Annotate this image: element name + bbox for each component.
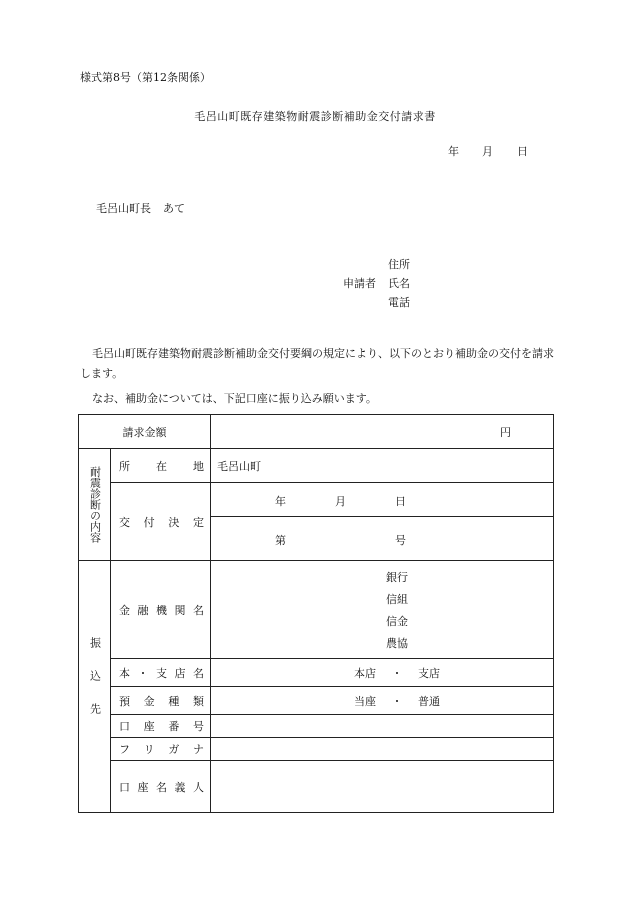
decision-date-field[interactable] bbox=[211, 483, 554, 517]
decision-label bbox=[111, 514, 210, 530]
applicant-address-label: 住所 bbox=[388, 258, 410, 271]
label-char: 定 bbox=[192, 515, 204, 529]
furigana-field[interactable] bbox=[211, 738, 554, 761]
branch-option-main: 本店 bbox=[354, 666, 376, 680]
account-holder-row bbox=[79, 761, 554, 813]
furigana-label bbox=[111, 741, 210, 757]
bank-field[interactable] bbox=[211, 561, 554, 659]
label-char: 口 bbox=[119, 780, 130, 794]
transfer-category bbox=[79, 561, 111, 813]
bank-type-credit-union: 信組 bbox=[386, 592, 408, 606]
bank-row bbox=[79, 561, 554, 659]
account-number-label-cell bbox=[111, 715, 211, 738]
label-char: 交 bbox=[119, 515, 130, 529]
applicant-phone-label: 電話 bbox=[388, 296, 410, 309]
label-char: 類 bbox=[192, 694, 204, 708]
decision-number-prefix: 第 bbox=[275, 534, 286, 547]
label-char: ガ bbox=[168, 743, 180, 756]
label-char: ナ bbox=[192, 743, 204, 756]
label-char: 名 bbox=[193, 603, 204, 617]
label-char: 預 bbox=[119, 694, 130, 708]
amount-unit: 円 bbox=[500, 425, 511, 439]
label-char: フ bbox=[119, 743, 130, 756]
label-char: 関 bbox=[174, 603, 186, 617]
label-char: 支 bbox=[156, 666, 167, 680]
holder-label bbox=[111, 779, 210, 795]
location-value-field[interactable] bbox=[211, 449, 554, 483]
branch-option-separator: ・ bbox=[391, 666, 403, 680]
deposit-type-field[interactable] bbox=[211, 687, 554, 715]
bank-type-bank: 銀行 bbox=[386, 570, 408, 584]
account-number-field[interactable] bbox=[211, 715, 554, 738]
branch-row bbox=[79, 659, 554, 687]
label-char: 号 bbox=[192, 720, 204, 733]
amount-label: 請求金額 bbox=[79, 415, 211, 449]
decision-number-field[interactable] bbox=[211, 517, 554, 561]
label-char: 在 bbox=[156, 459, 167, 473]
label-char: 口 bbox=[119, 720, 130, 733]
label-char: 本 bbox=[119, 666, 130, 680]
label-char: リ bbox=[143, 743, 155, 756]
label-char: 番 bbox=[168, 720, 180, 733]
label-char: 種 bbox=[168, 694, 180, 708]
account-number-label bbox=[111, 718, 210, 734]
account-number-row bbox=[79, 715, 554, 738]
furigana-row bbox=[79, 738, 554, 761]
deposit-type-row bbox=[79, 687, 554, 715]
amount-row bbox=[79, 415, 554, 449]
label-char: 地 bbox=[193, 459, 204, 473]
deposit-label bbox=[111, 693, 210, 709]
applicant-role-label: 申請者 bbox=[343, 277, 376, 290]
branch-label-cell bbox=[111, 659, 211, 687]
bank-type-shinkin: 信金 bbox=[386, 614, 408, 628]
decision-month-label: 月 bbox=[335, 495, 346, 508]
decision-number-suffix: 号 bbox=[395, 534, 406, 547]
label-char: 人 bbox=[193, 780, 204, 794]
addressee-name: 毛呂山町長 bbox=[96, 202, 151, 215]
label-char: 金 bbox=[143, 694, 155, 708]
request-paragraph: 毛呂山町既存建築物耐震診断補助金交付要綱の規定により、以下のとおり補助金の交付を請求します。 bbox=[80, 347, 554, 380]
label-char: ・ bbox=[137, 666, 149, 680]
label-char: 融 bbox=[137, 603, 149, 617]
decision-day-label: 日 bbox=[395, 495, 406, 508]
applicant-name-label: 氏名 bbox=[388, 277, 410, 290]
branch-label bbox=[111, 665, 210, 681]
diagnosis-category bbox=[79, 449, 111, 561]
label-char: 座 bbox=[137, 780, 149, 794]
deposit-option-separator: ・ bbox=[391, 694, 403, 708]
deposit-label-cell bbox=[111, 687, 211, 715]
holder-label-cell bbox=[111, 761, 211, 813]
label-char: 決 bbox=[168, 515, 180, 529]
account-holder-field[interactable] bbox=[211, 761, 554, 813]
furigana-label-cell bbox=[111, 738, 211, 761]
date-day-label: 日 bbox=[517, 145, 528, 158]
label-char: 金 bbox=[119, 603, 130, 617]
deposit-option-current: 当座 bbox=[354, 694, 376, 708]
decision-date-row bbox=[79, 483, 554, 517]
transfer-category-label: 振込先 bbox=[88, 637, 102, 736]
bank-label bbox=[111, 602, 210, 618]
location-label bbox=[111, 458, 210, 474]
label-char: 義 bbox=[174, 780, 186, 794]
decision-label-cell bbox=[111, 483, 211, 561]
branch-field[interactable] bbox=[211, 659, 554, 687]
date-year-label: 年 bbox=[448, 145, 459, 158]
decision-year-label: 年 bbox=[275, 495, 286, 508]
location-label-cell bbox=[111, 449, 211, 483]
label-char: 付 bbox=[143, 515, 155, 529]
label-char: 店 bbox=[174, 666, 186, 680]
location-value: 毛呂山町 bbox=[217, 459, 261, 473]
amount-value-field[interactable] bbox=[211, 415, 554, 449]
label-char: 機 bbox=[156, 603, 167, 617]
label-char: 名 bbox=[156, 780, 167, 794]
location-row bbox=[79, 449, 554, 483]
branch-option-branch: 支店 bbox=[418, 666, 440, 680]
bank-type-agricultural-coop: 農協 bbox=[386, 636, 408, 650]
claim-form-table bbox=[78, 414, 554, 813]
document-title: 毛呂山町既存建築物耐震診断補助金交付請求書 bbox=[194, 110, 436, 123]
bank-label-cell bbox=[111, 561, 211, 659]
label-char: 名 bbox=[193, 666, 204, 680]
deposit-option-ordinary: 普通 bbox=[418, 694, 440, 708]
date-month-label: 月 bbox=[482, 145, 493, 158]
label-char: 座 bbox=[143, 720, 155, 733]
diagnosis-category-label: 耐震診断の内容 bbox=[88, 466, 102, 543]
addressee-suffix: あて bbox=[163, 202, 185, 215]
label-char: 所 bbox=[119, 459, 130, 473]
transfer-note-paragraph: なお、補助金については、下記口座に振り込み願います。 bbox=[92, 392, 377, 405]
bank-type-list bbox=[211, 565, 553, 655]
form-number: 様式第8号（第12条関係） bbox=[80, 71, 211, 84]
